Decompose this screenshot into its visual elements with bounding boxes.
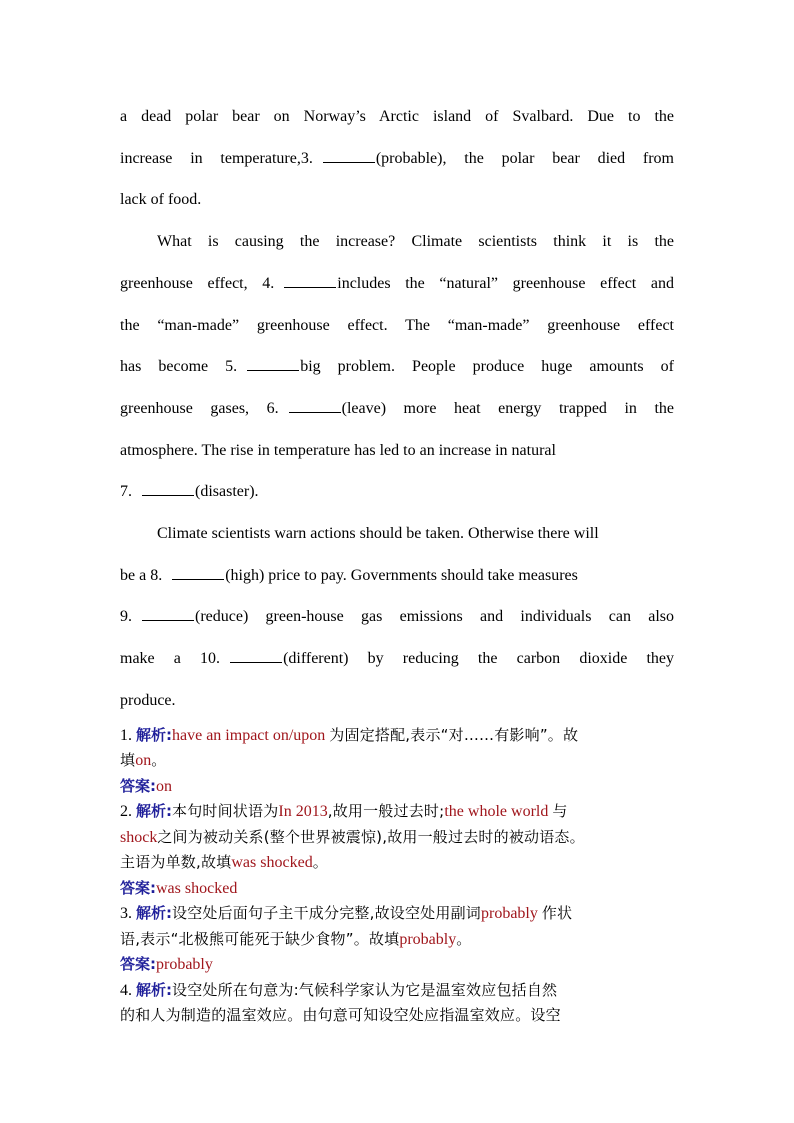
text: 语,表示“北极熊可能死于缺少食物”。故填 xyxy=(120,929,400,948)
answer-label: 答案: xyxy=(120,878,156,897)
text: In 2013 xyxy=(278,803,328,821)
passage-line xyxy=(120,138,674,180)
text: greenhouse effect, 4. xyxy=(120,274,275,292)
passage-line xyxy=(120,179,674,221)
text: big problem. People produce huge amounts of xyxy=(300,358,674,376)
text: 设空处所在句意为:气候科学家认为它是温室效应包括自然 xyxy=(172,980,558,999)
text: probably xyxy=(480,905,538,923)
answer-2 xyxy=(120,876,674,902)
answer-1 xyxy=(120,774,674,800)
passage-line xyxy=(120,513,674,555)
text: 7. xyxy=(120,483,132,501)
answer-value: on xyxy=(156,777,172,795)
explanation-2-cont xyxy=(120,850,674,876)
text: ,故用一般过去时; xyxy=(327,802,445,821)
explanation-1 xyxy=(120,723,674,749)
text: includes the “natural” greenhouse effect and xyxy=(337,274,674,292)
text: make a 10. xyxy=(120,650,221,668)
item-number: 2. xyxy=(120,803,132,821)
text: 与 xyxy=(552,802,568,821)
text: lack of food. xyxy=(120,191,202,209)
text: 。 xyxy=(312,853,328,872)
page xyxy=(120,96,674,1029)
answer-3 xyxy=(120,952,674,978)
passage-line xyxy=(120,96,674,138)
answer-label: 答案: xyxy=(120,776,156,795)
text: 本句时间状语为 xyxy=(172,802,279,821)
text: increase in temperature,3. xyxy=(120,149,313,167)
passage-line xyxy=(120,305,674,347)
passage-line xyxy=(120,638,674,680)
text: 。 xyxy=(456,929,472,948)
text: have an impact on/upon xyxy=(172,726,326,744)
text: atmosphere. The rise in temperature has led to an increase in natural xyxy=(120,441,556,459)
item-number: 1. xyxy=(120,726,132,744)
text: 主语为单数,故填 xyxy=(120,853,232,872)
explanation-2 xyxy=(120,799,674,825)
passage-line xyxy=(120,430,674,472)
passage-line xyxy=(120,596,674,638)
analysis-label: 解析: xyxy=(136,904,172,923)
text: produce. xyxy=(120,691,176,709)
text: probably xyxy=(399,930,457,948)
text: 之间为被动关系(整个世界被震惊),故用一般过去时的被动语态。 xyxy=(157,827,585,846)
text: 为固定搭配,表示“对……有影响”。故 xyxy=(329,725,579,744)
text: (different) by reducing the carbon dioxide they xyxy=(283,650,675,668)
text: (high) price to pay. Governments should take measures xyxy=(225,566,578,584)
text: 的和人为制造的温室效应。由句意可知设空处应指温室效应。设空 xyxy=(120,1006,561,1025)
item-number: 3. xyxy=(120,905,132,923)
blank-5[interactable] xyxy=(247,357,299,371)
text: 作状 xyxy=(541,904,573,923)
blank-3[interactable] xyxy=(323,149,375,163)
text: 设空处后面句子主干成分完整,故设空处用副词 xyxy=(172,904,481,923)
explanation-2-cont xyxy=(120,825,674,851)
blank-9[interactable] xyxy=(142,607,194,621)
explanations xyxy=(120,723,674,1029)
passage-line xyxy=(120,471,674,513)
text: greenhouse gases, 6. xyxy=(120,399,279,417)
passage-line xyxy=(120,346,674,388)
blank-4[interactable] xyxy=(284,274,336,288)
answer-label: 答案: xyxy=(120,955,156,974)
explanation-4 xyxy=(120,978,674,1004)
passage-line xyxy=(120,263,674,305)
passage-line xyxy=(120,680,674,722)
text: on xyxy=(135,752,152,770)
analysis-label: 解析: xyxy=(136,980,172,999)
passage-line xyxy=(120,555,674,597)
blank-8[interactable] xyxy=(172,566,224,580)
explanation-3-cont xyxy=(120,927,674,953)
text: the whole world xyxy=(444,803,549,821)
explanation-3 xyxy=(120,901,674,927)
blank-10[interactable] xyxy=(230,649,282,663)
answer-value: was shocked xyxy=(156,879,238,897)
blank-7[interactable] xyxy=(142,482,194,496)
text: Climate scientists warn actions should be taken. Otherwise there will xyxy=(157,525,599,543)
text: (disaster). xyxy=(195,483,259,501)
analysis-label: 解析: xyxy=(136,725,172,744)
text: 9. xyxy=(120,608,132,626)
passage-line xyxy=(120,221,674,263)
text: (leave) more heat energy trapped in the xyxy=(341,399,675,417)
explanation-1-cont xyxy=(120,748,674,774)
text: What is causing the increase? Climate scientists think it is the xyxy=(157,233,674,251)
text: be a 8. xyxy=(120,566,163,584)
text: was shocked xyxy=(231,854,313,872)
blank-6[interactable] xyxy=(289,399,341,413)
text: (reduce) green-house gas emissions and individuals can also xyxy=(195,608,674,626)
explanation-4-cont xyxy=(120,1003,674,1029)
passage-line xyxy=(120,388,674,430)
answer-value: probably xyxy=(156,956,213,974)
text: 填 xyxy=(120,751,136,770)
text: the “man-made” greenhouse effect. The “man-made” greenhouse effect xyxy=(120,316,674,334)
text: has become 5. xyxy=(120,358,238,376)
text: (probable), the polar bear died from xyxy=(375,149,675,167)
analysis-label: 解析: xyxy=(136,802,172,821)
text: shock xyxy=(120,828,158,846)
item-number: 4. xyxy=(120,981,132,999)
text: a dead polar bear on Norway’s Arctic island of Svalbard. Due to the xyxy=(120,108,674,125)
text: 。 xyxy=(151,751,167,770)
